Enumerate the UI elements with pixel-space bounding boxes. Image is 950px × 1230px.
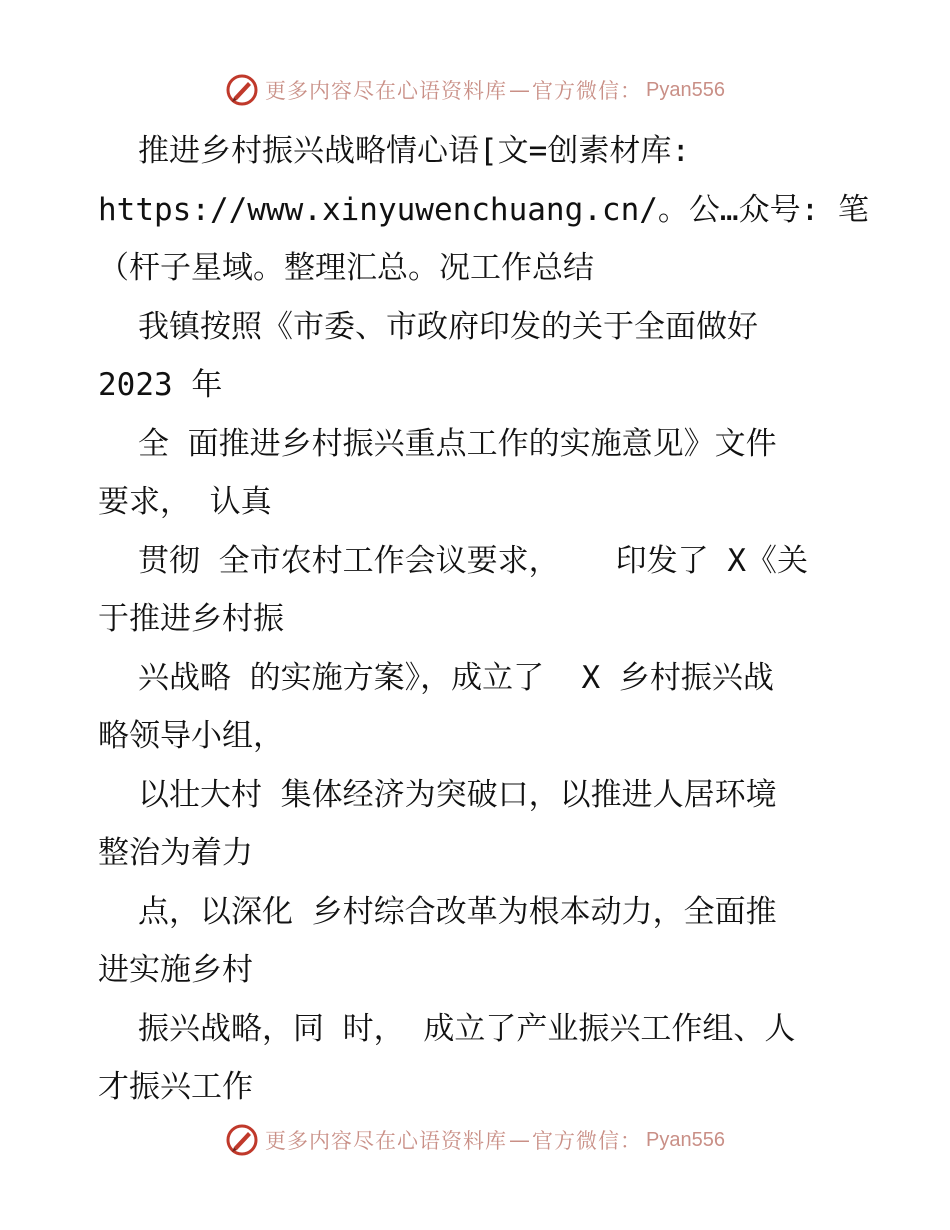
text-line: 贯彻 全市农村工作会议要求， 印发了 X《关 bbox=[138, 542, 808, 579]
header-banner bbox=[0, 70, 950, 110]
text-line: （杆子星域。整理汇总。况工作总结 bbox=[98, 250, 594, 286]
text-line: https://www.xinyuwenchuang.cn/。公…众号: 笔 bbox=[98, 191, 869, 228]
text-line: 于推进乡村振 bbox=[98, 601, 284, 637]
wechat-label: 官方微信： bbox=[532, 1129, 643, 1153]
wechat-label: 官方微信： bbox=[532, 79, 643, 103]
text-line: 整治为着力 bbox=[98, 835, 253, 871]
text-line: 2023 年 bbox=[98, 367, 223, 403]
document-body bbox=[98, 122, 868, 1117]
banner-text: 更多内容尽在心语资料库 bbox=[265, 79, 508, 103]
banner-separator: — bbox=[509, 78, 531, 102]
text-line: 推进乡村振兴战略情心语[文=创素材库: bbox=[138, 133, 690, 169]
text-line: 以壮大村 集体经济为突破口，以推进人居环境 bbox=[138, 776, 777, 813]
text-line: 我镇按照《市委、市政府印发的关于全面做好 bbox=[138, 308, 758, 345]
banner-separator: — bbox=[509, 1128, 531, 1152]
footer-banner bbox=[0, 1120, 950, 1160]
text-line: 才振兴工作 bbox=[98, 1069, 253, 1105]
wechat-id: Pyan556 bbox=[646, 1128, 725, 1151]
pen-logo-icon bbox=[225, 1123, 259, 1157]
banner-text: 更多内容尽在心语资料库 bbox=[265, 1129, 508, 1153]
text-line: 进实施乡村 bbox=[98, 952, 253, 988]
wechat-id: Pyan556 bbox=[646, 78, 725, 101]
text-line: 点，以深化 乡村综合改革为根本动力，全面推 bbox=[138, 893, 777, 930]
text-line: 要求， 认真 bbox=[98, 484, 272, 520]
pen-logo-icon bbox=[225, 73, 259, 107]
text-line: 振兴战略，同 时， 成立了产业振兴工作组、人 bbox=[138, 1010, 796, 1047]
text-line: 兴战略 的实施方案》，成立了 X 乡村振兴战 bbox=[138, 659, 774, 696]
text-line: 全 面推进乡村振兴重点工作的实施意见》文件 bbox=[138, 425, 777, 462]
text-line: 略领导小组， bbox=[98, 718, 284, 754]
